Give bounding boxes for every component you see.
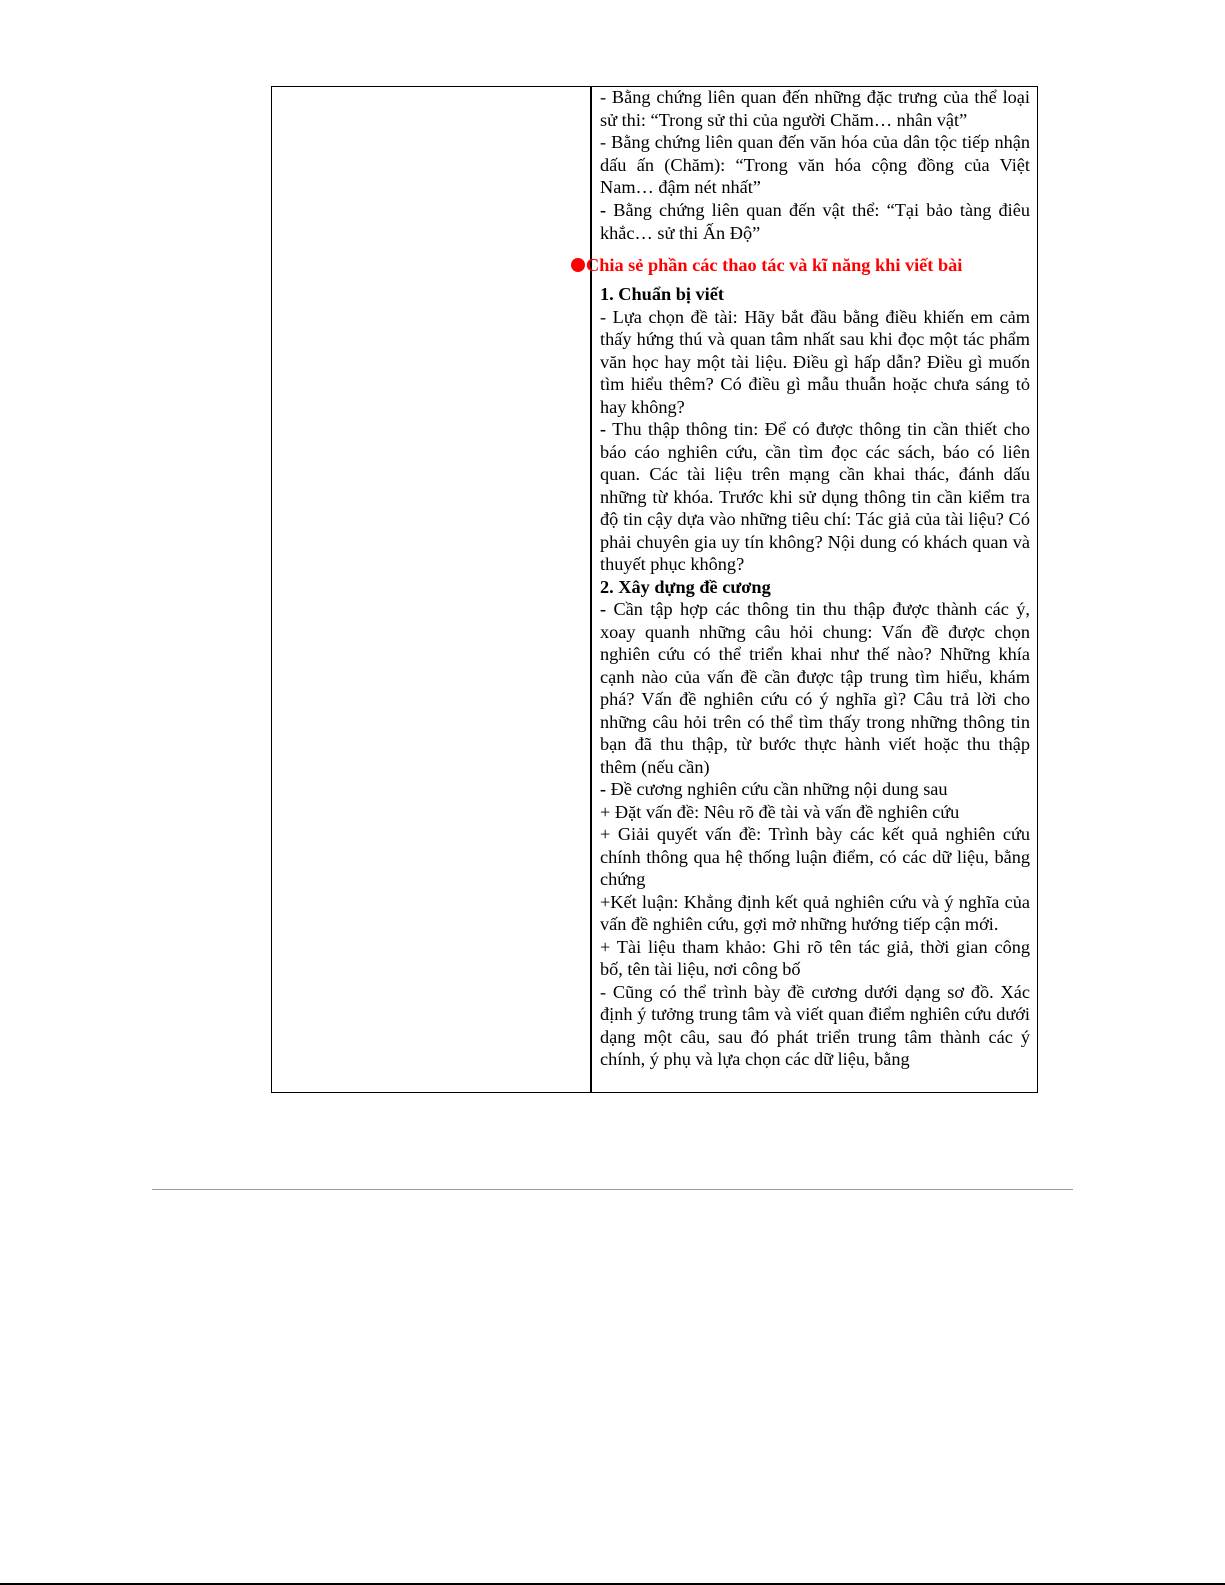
- paragraph: [600, 418, 1030, 576]
- paragraph: - Cũng có thể trình bày đề cương dưới dạng sơ đồ. Xác định ý tưởng trung tâm và viết quan điểm nghiên cứu dưới dạng một câu, sau đó phát triển trung tâm thành các ý chính, ý phụ và lựa chọn các dữ liệu, bằng: [600, 981, 1030, 1069]
- section-heading: [571, 254, 962, 276]
- section-heading-text: Chia sẻ phần các thao tác và kĩ năng khi viết bài: [586, 255, 963, 275]
- writing-steps-cell: [600, 283, 1030, 1071]
- paragraph: + Tài liệu tham khảo: Ghi rõ tên tác giả, thời gian công bố, tên tài liệu, nơi công bố: [600, 936, 1030, 979]
- evidence-paragraph: - Bằng chứng liên quan đến văn hóa của dân tộc tiếp nhận dấu ấn (Chăm): “Trong văn hóa cộng đồng của Việt Nam… đậm nét nhất”: [600, 132, 1030, 198]
- paragraph: + Giải quyết vấn đề: Trình bày các kết quả nghiên cứu chính thông qua hệ thống luận điểm, có các dữ liệu, bằng chứng: [600, 824, 1030, 889]
- paragraph: [600, 598, 1030, 778]
- paragraph: + Đặt vấn đề: Nêu rõ đề tài và vấn đề nghiên cứu: [600, 801, 960, 822]
- evidence-paragraph: - Bằng chứng liên quan đến những đặc trưng của thể loại sử thi: “Trong sử thi của người Chăm… nhân vật”: [600, 87, 1030, 130]
- bullet-dot-icon: [571, 258, 585, 272]
- paragraph-text: Đề cương nghiên cứu cần những nội dung sau: [606, 779, 948, 799]
- evidence-text: Bằng chứng liên quan đến vật thể: “Tại bảo tàng điêu khắc… sử thi Ấn Độ”: [600, 199, 1030, 243]
- page-footer-rule: [152, 1189, 1073, 1190]
- bullet-dash: -: [600, 419, 607, 439]
- paragraph-text: Cần tập hợp các thông tin thu thập được thành các ý, xoay quanh những câu hỏi chung: Vấn đề được chọn nghiên cứu có thể triển khai như thế nào? Những khía cạnh nào của vấn đề cần được tập trung tìm hiểu, khám phá? Vấn đề nghiên cứu có ý nghĩa gì? Câu trả lời cho những câu hỏi trên có thể tìm thấy trong những thông tin bạn đã thu thập, từ bước thực hành viết hoặc thu thập thêm (nếu cần): [600, 599, 1030, 777]
- paragraph: - Lựa chọn đề tài: Hãy bắt đầu bằng điều khiến em cảm thấy hứng thú và quan tâm nhất sau khi đọc một tác phẩm văn học hay một tài liệu. Điều gì hấp dẫn? Điều gì muốn tìm hiểu thêm? Có điều gì mẫu thuẫn hoặc chưa sáng tỏ hay không?: [600, 306, 1030, 417]
- subheading-outline: 2. Xây dựng đề cương: [600, 576, 771, 597]
- bullet-dash: -: [600, 779, 607, 799]
- bullet-dash: -: [600, 599, 607, 619]
- paragraph: [600, 778, 1030, 801]
- paragraph: +Kết luận: Khẳng định kết quả nghiên cứu và ý nghĩa của vấn đề nghiên cứu, gợi mở những hướng tiếp cận mới.: [600, 891, 1030, 934]
- paragraph-text: Thu thập thông tin: Để có được thông tin cần thiết cho báo cáo nghiên cứu, cần tìm đọc các sách, báo có liên quan. Các tài liệu trên mạng cần khai thác, đánh dấu những từ khóa. Trước khi sử dụng thông tin cần kiểm tra độ tin cậy dựa vào những tiêu chí: Tác giả của tài liệu? Có phải chuyên gia uy tín không? Nội dung có khách quan và thuyết phục không?: [600, 419, 1030, 574]
- bullet-dash: -: [600, 199, 607, 220]
- evidence-cell: [600, 86, 1030, 244]
- table-column-divider: [590, 86, 592, 1093]
- evidence-paragraph: [600, 199, 1030, 244]
- subheading-prep: 1. Chuẩn bị viết: [600, 284, 724, 304]
